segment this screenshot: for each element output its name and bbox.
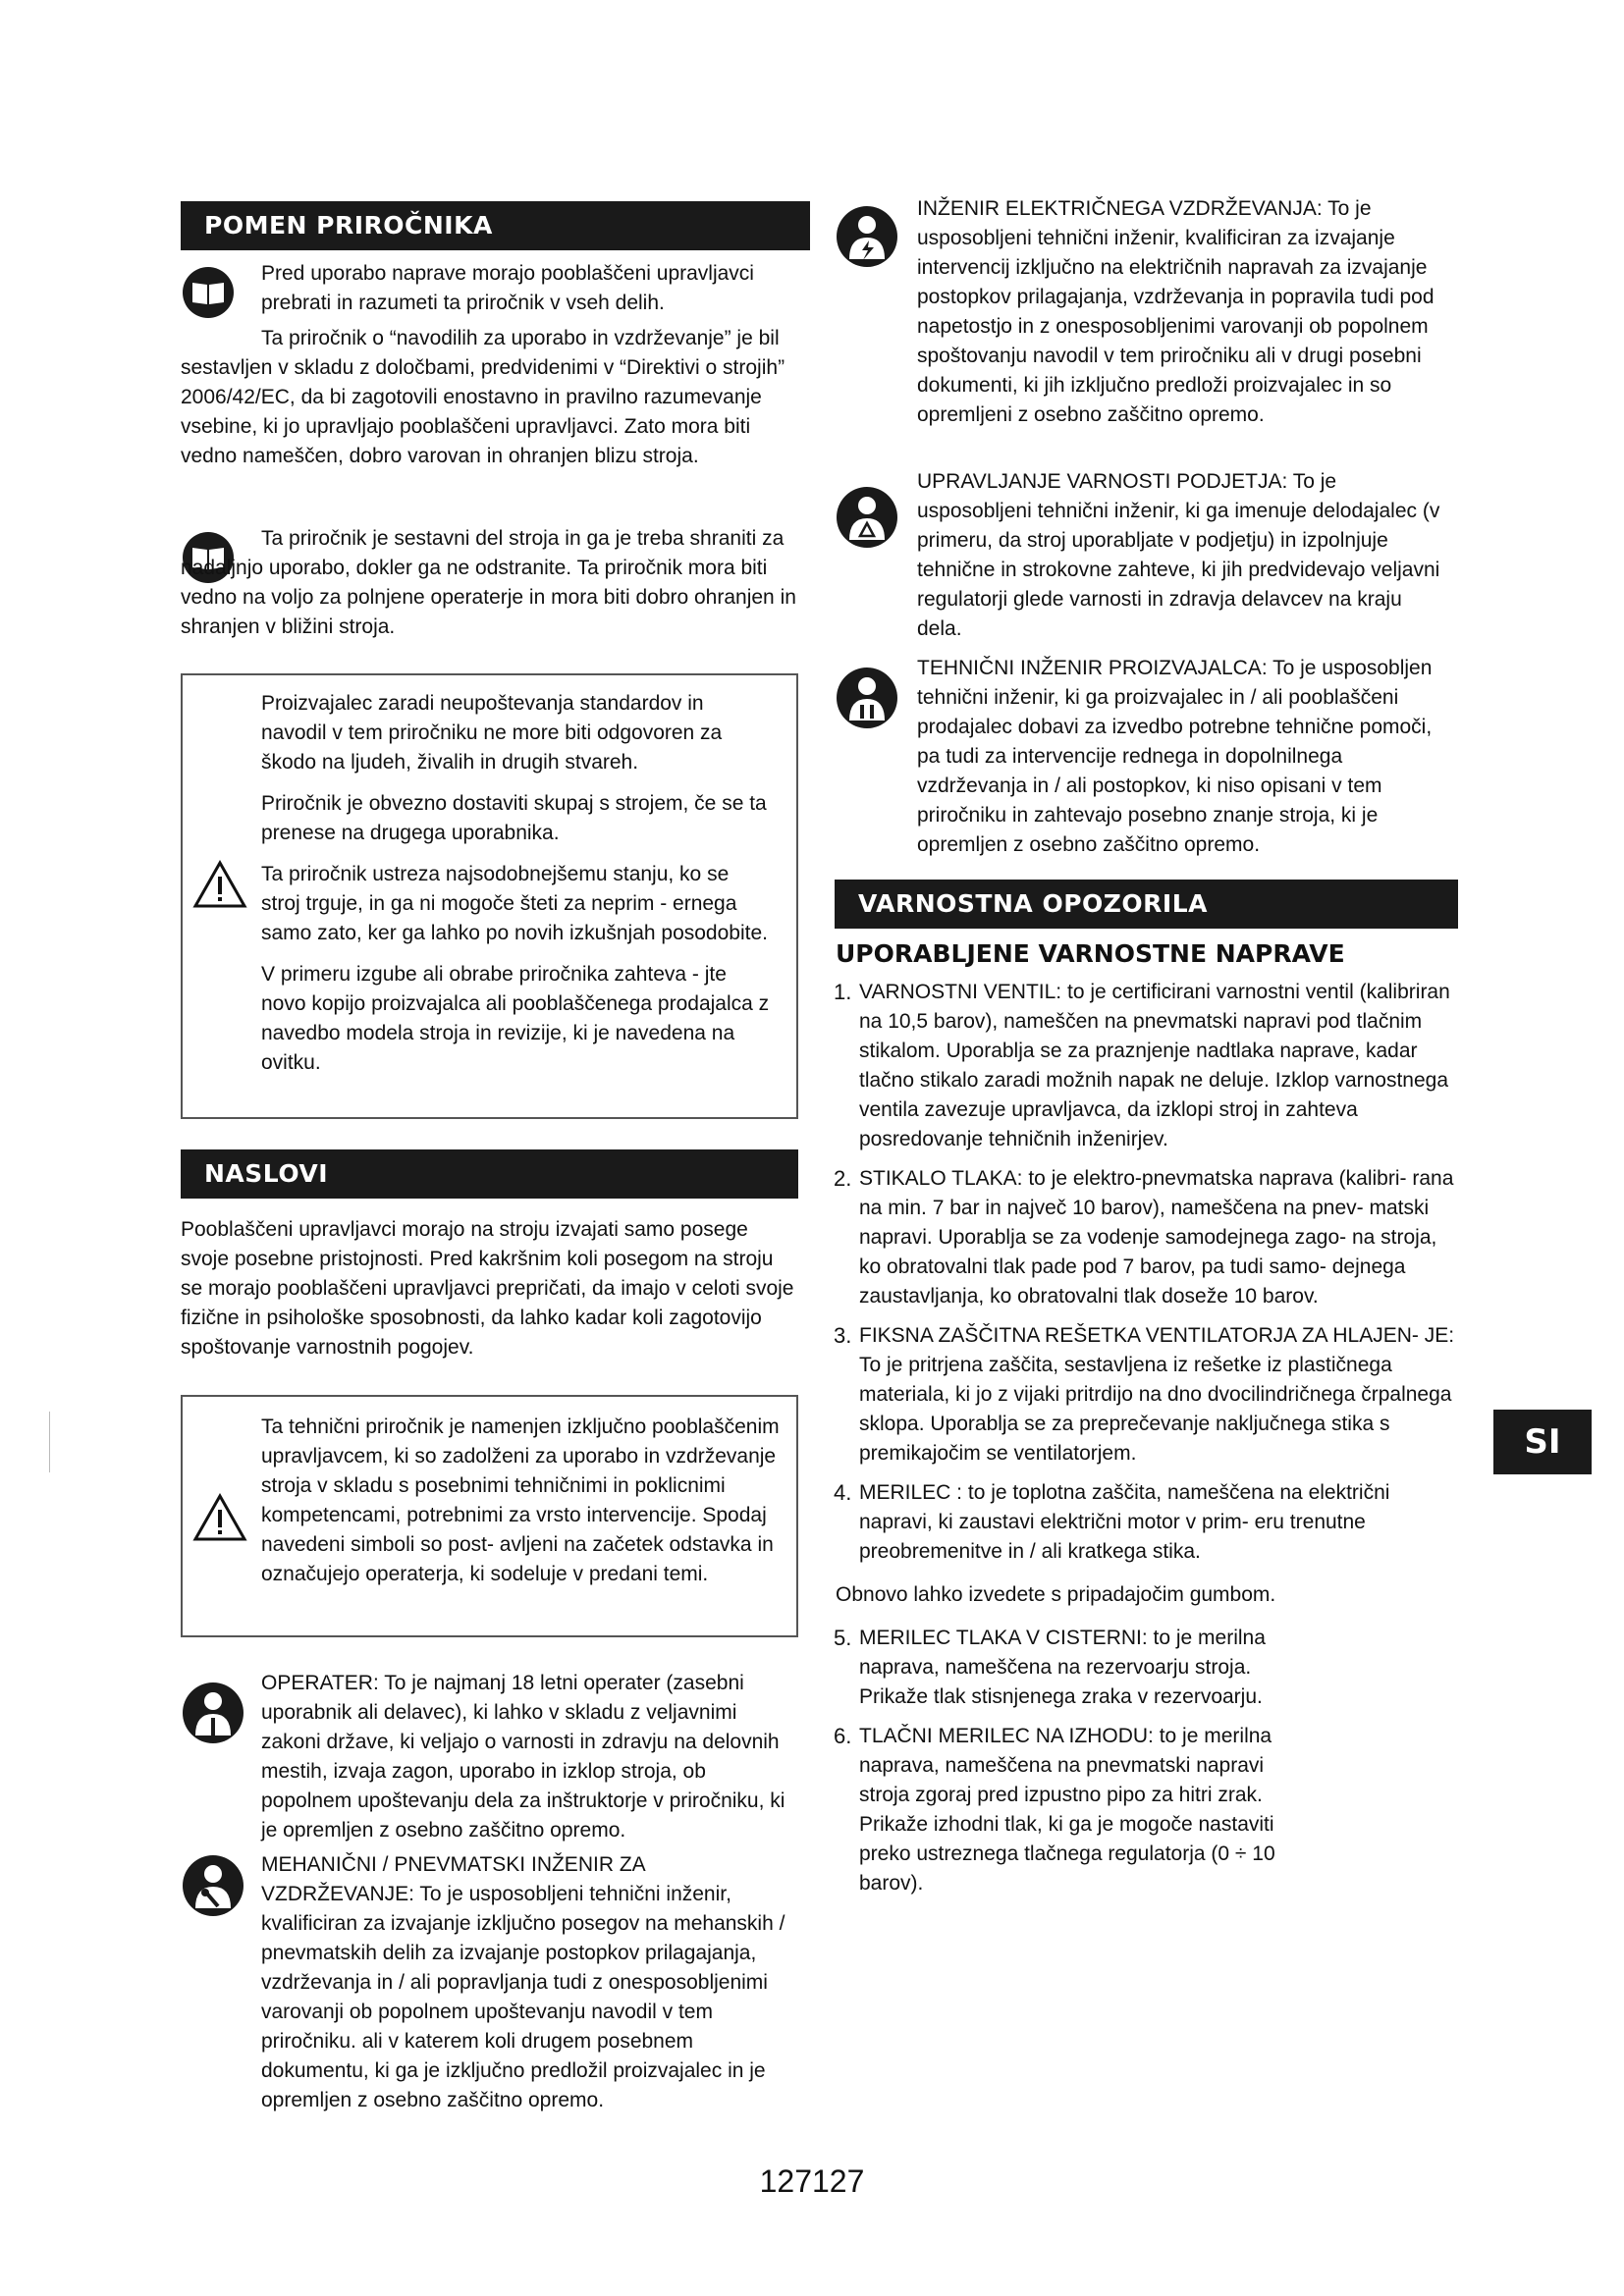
upravljanje-paragraph: UPRAVLJANJE VARNOSTI PODJETJA: To je usposobljeni tehnični inženir, ki ga imenuje delodajalec (v primeru, da stroj uporabljate v podjetju) in izpolnjuje tehnične in strokovne zahteve, ki jih predvidevajo veljavni regulatorji glede varnosti in zdravja delavcev na kraju dela. bbox=[917, 470, 1440, 640]
list-item-number: 6. bbox=[834, 1724, 852, 1748]
subheading-uporabljene: UPORABLJENE VARNOSTNE NAPRAVE bbox=[836, 939, 1345, 968]
pomen-paragraph-1: Pred uporabo naprave morajo pooblaščeni upravljavci prebrati in razumeti ta priročnik v vseh delih. bbox=[261, 262, 754, 314]
naslovi-paragraph: Pooblaščeni upravljavci morajo na stroju izvajati samo posege svoje posebne pristojnosti. Pred kakršnim koli posegom na stroju se morajo pooblaščeni upravljavci prepričati, da imajo v celoti svoje fizične in psihološke sposobnosti, da lahko kadar koli zagotovijo spoštovanje varnostnih pogojev. bbox=[181, 1218, 794, 1359]
elektro-paragraph: INŽENIR ELEKTRIČNEGA VZDRŽEVANJA: To je usposobljeni tehnični inženir, kvalificiran za izvajanje intervencij izključno na električnih napravah za izvajanje postopkov prilagajanja, vzdrževanja in popravila tudi pod napetostjo in z onesposobljenimi varovanji ob popolnem spoštovanju navodil v tem priročniku ali v drugi posebni dokumenti, ki jih izključno predloži proizvajalec in so opremljeni z osebno zaščitno opremo. bbox=[917, 197, 1435, 426]
list-item bbox=[836, 1164, 1464, 1311]
list-item-text: VARNOSTNI VENTIL: to je certificirani varnostni ventil (kalibriran na 10,5 barov), nameščen na pnevmatski napravi pod tlačnim stikalom. Uporablja se za praznjenje nadtlaka naprave, kadar tlačno stikalo zaradi možnih napak ne deluje. Izklop varnostnega ventila zavezuje upravljavca, da izklopi stroj in zahteva posredovanje tehničnih inženirjev. bbox=[859, 981, 1450, 1150]
box2-paragraph: Ta tehnični priročnik je namenjen izključno pooblaščenim upravljavcem, ki so zadolženi za uporabo in vzdrževanje stroja v skladu s posebnimi tehničnimi in poklicnimi kompetencami, potrebnimi za vrsto intervencije. Spodaj navedeni simboli so post- avljeni na začetek odstavka in označujejo operaterja, ki sodeluje v predani temi. bbox=[261, 1415, 780, 1585]
box1-paragraph-2: Priročnik je obvezno dostaviti skupaj s strojem, če se ta prenese na drugega uporabnika. bbox=[261, 792, 767, 844]
box1-paragraph-1: Proizvajalec zaradi neupoštevanja standardov in navodil v tem priročniku ne more biti odgovoren za škodo na ljudeh, živalih in drugih stvareh. bbox=[261, 692, 723, 774]
pomen-paragraph-2: Ta priročnik o “navodilih za uporabo in vzdrževanje” je bil sestavljen v skladu z določbami, predvidenimi v “Direktivi o strojih” 2006/42/EC, da bi zagotovili enostavno in pravilno razumevanje vsebine, ki jo upravljajo pooblaščeni upravljavci. Zato mora biti vedno nameščen, dobro varovan in ohranjen blizu stroja. bbox=[181, 327, 785, 467]
box1-paragraph-3: Ta priročnik ustreza najsodobnejšemu stanju, ko se stroj trguje, in ga ni mogoče šteti za neprim - ernega samo zato, ker ga lahko po novih izkušnjah posodobite. bbox=[261, 863, 768, 944]
pomen-paragraph-3: Ta priročnik je sestavni del stroja in ga je treba shraniti za nadaljnjo uporabo, dokler ga ne odstranite. Ta priročnik mora biti vedno na voljo za polnjene operaterje in mora biti dobro ohranjen in shranjen v bližini stroja. bbox=[181, 527, 796, 638]
list-item bbox=[836, 1624, 1464, 1712]
electrician-icon bbox=[835, 204, 899, 269]
safety-manager-icon bbox=[835, 485, 899, 550]
box1-paragraph-4: V primeru izgube ali obrabe priročnika zahteva - jte novo kopijo proizvajalca ali pooblaščenega prodajalca z navedbo modela stroja in revizije, ki je navedena na ovitku. bbox=[261, 963, 770, 1074]
tehnicni-paragraph: TEHNIČNI INŽENIR PROIZVAJALCA: To je usposobljen tehnični inženir, ki ga proizvajalec in / ali pooblaščeni prodajalec dobavi za izvedbo potrebne tehnične pomoči, pa tudi za intervencije rednega in dopolnilnega vzdrževanja in / ali postopkov, ki niso opisani v tem priročniku in zahtevajo posebno znanje stroja, ki je opremljen z osebno zaščitno opremo. bbox=[917, 657, 1433, 856]
list-item-number: 5. bbox=[834, 1626, 852, 1650]
book-icon bbox=[181, 265, 236, 320]
mechanic-icon bbox=[181, 1853, 245, 1918]
list-item-number: 3. bbox=[834, 1323, 852, 1348]
language-tab: SI bbox=[1493, 1410, 1592, 1474]
warning-box-2 bbox=[181, 1395, 798, 1637]
section-heading-naslovi: NASLOVI bbox=[181, 1149, 798, 1199]
margin-line bbox=[49, 1412, 50, 1472]
list-item-number: 4. bbox=[834, 1480, 852, 1505]
list-item-number: 2. bbox=[834, 1166, 852, 1191]
list-item bbox=[836, 1321, 1464, 1468]
page-number: 127127 bbox=[759, 2163, 865, 2199]
list-item-text: MERILEC TLAKA V CISTERNI: to je merilna naprava, nameščena na rezervoarju stroja. Prikaže tlak stisnjenega zraka v rezervoarju. bbox=[859, 1627, 1266, 1708]
list-item-text: FIKSNA ZAŠČITNA REŠETKA VENTILATORJA ZA HLAJEN- JE: To je pritrjena zaščita, sestavljena iz rešetke iz plastičnega materiala, ki jo z vijaki pritrdijo na dno dvocilindričnega črpalnega sklopa. Uporablja se za preprečevanje naključnega stika s premikajočim se ventilatorjem. bbox=[859, 1324, 1455, 1465]
warning-triangle-icon bbox=[192, 1493, 247, 1542]
list-item-text: TLAČNI MERILEC NA IZHODU: to je merilna naprava, nameščena na pnevmatski napravi stroja zgoraj pred izpustno pipo za hitri zrak. Prikaže izhodni tlak, ki ga je mogoče nastaviti preko ustreznega tlačnega regulatorja (0 ÷ 10 barov). bbox=[859, 1725, 1275, 1895]
list-item bbox=[836, 1478, 1464, 1567]
warning-triangle-icon bbox=[192, 860, 247, 909]
list-item bbox=[836, 1722, 1464, 1898]
list-item-number: 1. bbox=[834, 980, 852, 1004]
manufacturer-engineer-icon bbox=[835, 666, 899, 730]
list-item-text: MERILEC : to je toplotna zaščita, nameščena na električni napravi, ki zaustavi električni motor v prim- eru trenutne preobremenitve in / ali kratkega stika. bbox=[859, 1481, 1390, 1563]
safety-devices-list bbox=[836, 978, 1464, 1908]
warning-box-1 bbox=[181, 673, 798, 1119]
section-heading-varnostna: VARNOSTNA OPOZORILA bbox=[835, 880, 1458, 929]
obnovo-paragraph: Obnovo lahko izvedete s pripadajočim gumbom. bbox=[836, 1583, 1276, 1606]
operator-icon bbox=[181, 1681, 245, 1745]
list-item-text: STIKALO TLAKA: to je elektro-pnevmatska naprava (kalibri- rana na min. 7 bar in največ 10 barov), nameščena na pnev- matski napravi. Uporablja se za vodenje samodejnega zago- na stroja, ko obratovalni tlak pade pod 7 barov, pa tudi samo- dejnega zaustavljanja, ko obratovalni tlak doseže 10 barov. bbox=[859, 1167, 1454, 1308]
operater-paragraph: OPERATER: To je najmanj 18 letni operater (zasebni uporabnik ali delavec), ki lahko v skladu z veljavnimi zakoni države, ki veljajo o varnosti in zdravju na delovnih mestih, izvaja zagon, uporabo in izklop stroja, ob popolnem upoštevanju dela za inštruktorje v priročniku, ki je opremljen z osebno zaščitno opremo. bbox=[261, 1672, 785, 1842]
mehanicni-paragraph: MEHANIČNI / PNEVMATSKI INŽENIR ZA VZDRŽEVANJE: To je usposobljeni tehnični inženir, kvalificiran za izvajanje izključno posegov na mehanskih / pnevmatskih delih za izvajanje postopkov prilagajanja, vzdrževanja in / ali popravljanja tudi z onesposobljenimi varovanji ob popolnem upoštevanju navodil v tem priročniku. ali v katerem koli drugem posebnem dokumentu, ki ga je izključno predložil proizvajalec in je opremljen z osebno zaščitno opremo. bbox=[261, 1853, 785, 2111]
section-heading-pomen: POMEN PRIROČNIKA bbox=[181, 201, 810, 250]
list-item bbox=[836, 978, 1464, 1154]
